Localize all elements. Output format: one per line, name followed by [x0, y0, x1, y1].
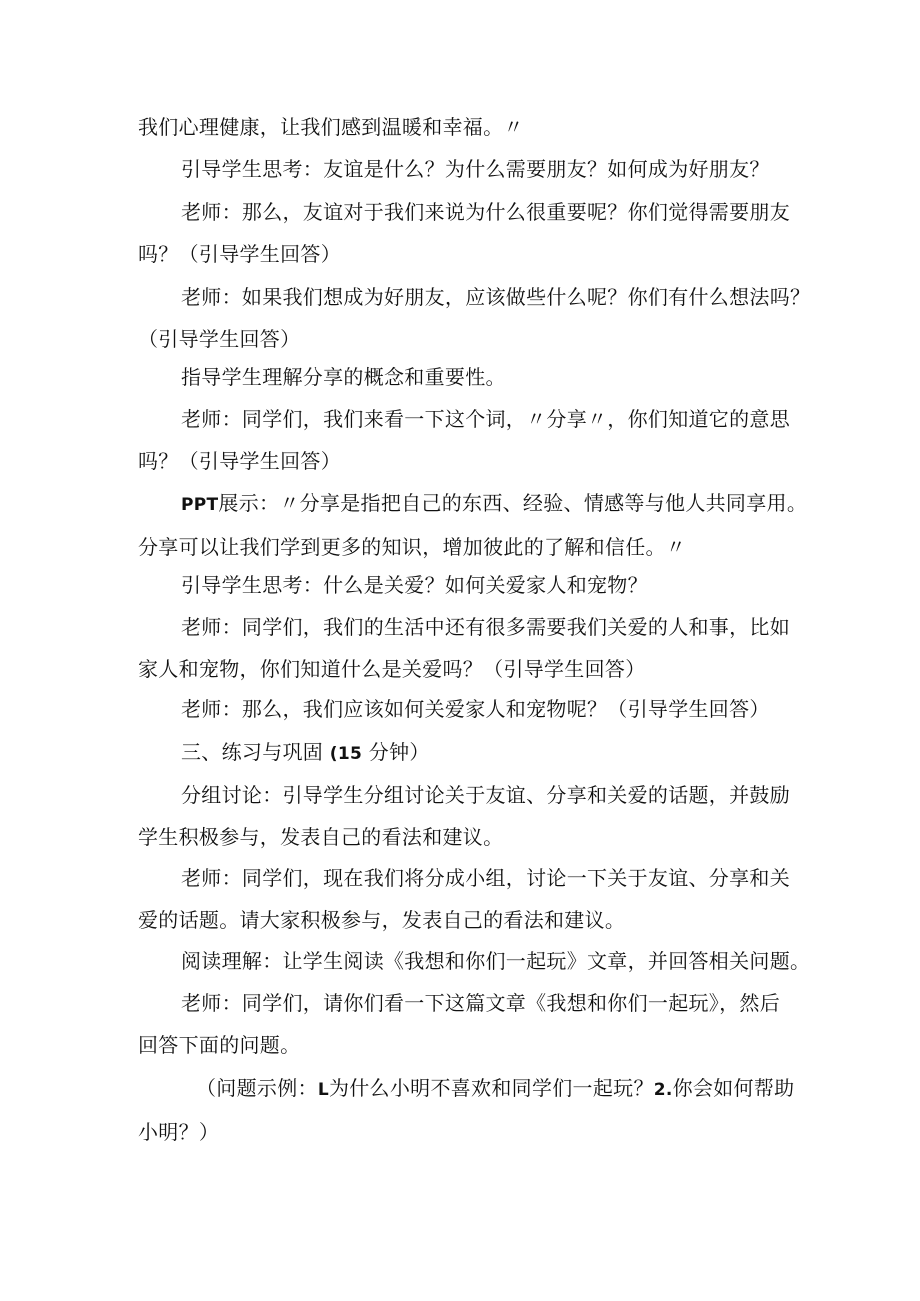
question-2-part-2: 小明？）	[138, 1120, 220, 1144]
paragraph-line: 老师：同学们，请你们看一下这篇文章《我想和你们一起玩》，然后	[181, 991, 780, 1015]
paragraph-line: 阅读理解：让学生阅读《我想和你们一起玩》文章，并回答相关问题。	[181, 949, 811, 973]
section-suffix: 分钟）	[368, 740, 430, 764]
paragraph-line: 爱的话题。请大家积极参与，发表自己的看法和建议。	[138, 908, 626, 932]
paragraph-line: 分组讨论：引导学生分组讨论关于友谊、分享和关爱的话题，并鼓励	[181, 783, 790, 807]
paragraph-line: 我们心理健康，让我们感到温暖和幸福。〃	[138, 115, 524, 139]
question-number-2: 2.	[653, 1080, 673, 1100]
paragraph	[138, 940, 811, 982]
paragraph	[138, 398, 798, 482]
paragraph-line: 引导学生思考：友谊是什么？为什么需要朋友？如何成为好朋友？	[181, 157, 770, 181]
paragraph	[138, 606, 798, 690]
paragraph-line: 吗？（引导学生回答）	[138, 449, 341, 473]
question-2-part-1: 你会如何帮助	[672, 1076, 795, 1100]
paragraph	[138, 276, 811, 360]
question-number-1: L	[317, 1080, 329, 1100]
paragraph-line: 老师：如果我们想成为好朋友，应该做些什么呢？你们有什么想法吗？	[181, 285, 811, 309]
paragraph-line: 引导学生思考：什么是关爱？如何关爱家人和宠物？	[181, 573, 648, 597]
question-example	[138, 1067, 798, 1153]
paragraph-line: 老师：那么，友谊对于我们来说为什么很重要呢？你们觉得需要朋友	[181, 200, 790, 224]
question-1: 为什么小明不喜欢和同学们一起玩？	[328, 1076, 654, 1100]
paragraph	[138, 191, 798, 275]
section-heading	[138, 731, 798, 775]
paragraph	[138, 356, 798, 398]
paragraph	[138, 482, 808, 568]
paragraph-line: 回答下面的问题。	[138, 1033, 301, 1057]
paragraph-line: 分享可以让我们学到更多的知识，增加彼此的了解和信任。〃	[138, 535, 687, 559]
paragraph	[138, 857, 798, 941]
paragraph	[138, 564, 798, 606]
paragraph-line: 吗？（引导学生回答）	[138, 242, 341, 266]
paragraph	[138, 774, 798, 858]
paragraph-line: 指导学生理解分享的概念和重要性。	[181, 365, 506, 389]
section-minutes: (15	[329, 744, 363, 764]
paragraph-line: （引导学生回答）	[138, 327, 301, 351]
paragraph-line: 老师：同学们，我们的生活中还有很多需要我们关爱的人和事，比如	[181, 615, 790, 639]
paragraph	[138, 106, 798, 148]
paragraph	[138, 688, 798, 730]
paragraph-line: 家人和宠物，你们知道什么是关爱吗？（引导学生回答）	[138, 657, 646, 681]
paragraph-line: 老师：同学们，我们来看一下这个词，〃分享〃，你们知道它的意思	[181, 407, 790, 431]
paragraph	[138, 148, 798, 190]
paragraph-line: 展示：〃分享是指把自己的东西、经验、情感等与他人共同享用。	[218, 491, 808, 515]
paragraph-line: 学生积极参与，发表自己的看法和建议。	[138, 825, 504, 849]
paragraph-line: 老师：同学们，现在我们将分成小组，讨论一下关于友谊、分享和关	[181, 866, 790, 890]
paragraph	[138, 982, 798, 1066]
question-open: （问题示例：	[196, 1076, 318, 1100]
section-prefix: 三、练习与巩固	[181, 740, 324, 764]
bold-prefix: PPT	[181, 495, 219, 515]
paragraph-line: 老师：那么，我们应该如何关爱家人和宠物呢？（引导学生回答）	[181, 697, 770, 721]
